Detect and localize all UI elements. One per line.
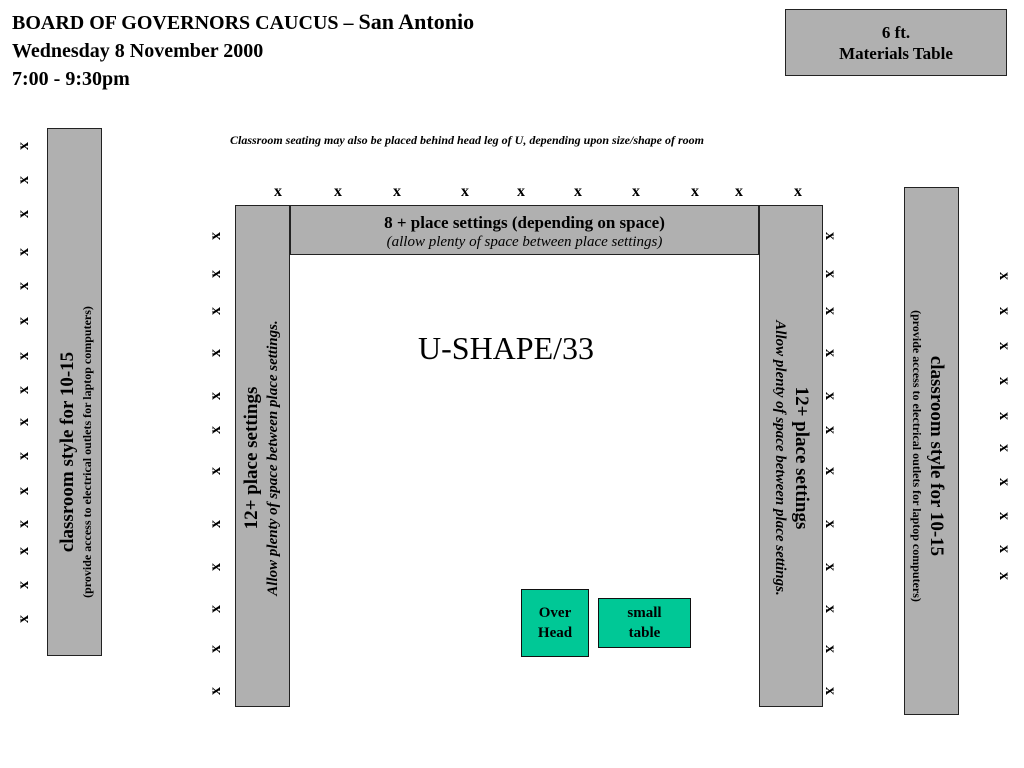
seat-marker-left-classroom: x bbox=[15, 282, 32, 290]
seat-marker-head: x bbox=[632, 183, 640, 200]
seat-marker-left-classroom: x bbox=[15, 615, 32, 623]
seat-marker-right-classroom: x bbox=[996, 307, 1013, 315]
seat-marker-right-leg: x bbox=[822, 270, 839, 278]
seat-marker-right-classroom: x bbox=[996, 377, 1013, 385]
right-classroom-title: classroom style for 10-15 bbox=[926, 355, 947, 557]
seat-marker-left-classroom: x bbox=[15, 520, 32, 528]
seat-marker-right-leg: x bbox=[822, 687, 839, 695]
seat-marker-right-classroom: x bbox=[996, 512, 1013, 520]
right-classroom-subtitle: (provide access to electrical outlets for laptop computers) bbox=[910, 310, 924, 602]
seat-marker-right-classroom: x bbox=[996, 272, 1013, 280]
seat-marker-left-classroom: x bbox=[15, 142, 32, 150]
seat-marker-right-classroom: x bbox=[996, 545, 1013, 553]
seat-marker-left-leg: x bbox=[207, 563, 224, 571]
left-classroom-label bbox=[57, 306, 95, 598]
materials-table-line-1: 6 ft. bbox=[881, 23, 911, 42]
seat-marker-left-classroom: x bbox=[15, 418, 32, 426]
seat-marker-head: x bbox=[574, 183, 582, 200]
seat-marker-left-leg: x bbox=[207, 232, 224, 240]
seat-marker-left-classroom: x bbox=[15, 248, 32, 256]
left-classroom-title: classroom style for 10-15 bbox=[57, 351, 78, 553]
seat-marker-right-classroom: x bbox=[996, 572, 1013, 580]
seat-marker-right-leg: x bbox=[822, 232, 839, 240]
seat-marker-head: x bbox=[393, 183, 401, 200]
left-leg-subtitle: Allow plenty of space between place settings. bbox=[265, 320, 281, 596]
seat-marker-head: x bbox=[794, 183, 802, 200]
seat-marker-left-leg: x bbox=[207, 392, 224, 400]
overhead-projector bbox=[521, 589, 589, 657]
head-table bbox=[290, 205, 759, 255]
seat-marker-left-classroom: x bbox=[15, 176, 32, 184]
seat-marker-right-leg: x bbox=[822, 467, 839, 475]
seat-marker-left-classroom: x bbox=[15, 352, 32, 360]
seat-marker-right-leg: x bbox=[822, 563, 839, 571]
small-table-line-1: small bbox=[627, 605, 662, 621]
left-classroom-subtitle: (provide access to electrical outlets for laptop computers) bbox=[80, 306, 94, 598]
header-line-1: BOARD OF GOVERNORS CAUCUS – San Antonio bbox=[12, 9, 475, 34]
seat-marker-right-classroom: x bbox=[996, 342, 1013, 350]
seat-marker-left-leg: x bbox=[207, 605, 224, 613]
seat-marker-left-classroom: x bbox=[15, 452, 32, 460]
seat-marker-left-leg: x bbox=[207, 687, 224, 695]
head-table-title: 8 + place settings (depending on space) bbox=[384, 213, 665, 232]
seat-marker-right-leg: x bbox=[822, 520, 839, 528]
seat-marker-head: x bbox=[517, 183, 525, 200]
seat-marker-left-classroom: x bbox=[15, 547, 32, 555]
header-line-3: 7:00 - 9:30pm bbox=[12, 68, 130, 90]
seat-marker-head: x bbox=[735, 183, 743, 200]
seat-marker-head: x bbox=[334, 183, 342, 200]
seat-marker-right-leg: x bbox=[822, 392, 839, 400]
seat-marker-right-leg: x bbox=[822, 605, 839, 613]
header-line-2: Wednesday 8 November 2000 bbox=[12, 40, 264, 62]
seat-marker-left-classroom: x bbox=[15, 317, 32, 325]
right-leg-label bbox=[770, 320, 812, 595]
seat-marker-head: x bbox=[691, 183, 699, 200]
seat-marker-right-leg: x bbox=[822, 349, 839, 357]
right-leg-subtitle: Allow plenty of space between place settings. bbox=[772, 320, 788, 596]
seat-marker-right-classroom: x bbox=[996, 412, 1013, 420]
seat-marker-left-leg: x bbox=[207, 426, 224, 434]
seat-marker-left-leg: x bbox=[207, 270, 224, 278]
materials-table-line-2: Materials Table bbox=[839, 44, 953, 63]
overhead-line-1: Over bbox=[538, 605, 572, 621]
seat-marker-left-classroom: x bbox=[15, 581, 32, 589]
seat-marker-left-leg: x bbox=[207, 349, 224, 357]
left-leg-title: 12+ place settings bbox=[241, 386, 262, 530]
small-table-line-2: table bbox=[628, 625, 661, 641]
seat-marker-right-classroom: x bbox=[996, 478, 1013, 486]
seat-marker-right-classroom: x bbox=[996, 444, 1013, 452]
seat-marker-head: x bbox=[461, 183, 469, 200]
head-table-subtitle: (allow plenty of space between place settings) bbox=[386, 234, 663, 250]
seat-marker-right-leg: x bbox=[822, 645, 839, 653]
seat-marker-left-classroom: x bbox=[15, 487, 32, 495]
seat-marker-left-leg: x bbox=[207, 467, 224, 475]
seat-marker-left-leg: x bbox=[207, 307, 224, 315]
overhead-line-2: Head bbox=[537, 625, 573, 641]
seat-marker-right-leg: x bbox=[822, 426, 839, 434]
u-shape-label: U-SHAPE/33 bbox=[418, 330, 595, 366]
seat-marker-head: x bbox=[274, 183, 282, 200]
seat-marker-left-classroom: x bbox=[15, 210, 32, 218]
seat-marker-left-classroom: x bbox=[15, 386, 32, 394]
left-leg-label bbox=[241, 320, 283, 595]
small-table bbox=[598, 598, 691, 648]
event-header bbox=[12, 8, 474, 93]
materials-table bbox=[785, 9, 1007, 76]
right-classroom-label bbox=[909, 310, 947, 602]
seating-note: Classroom seating may also be placed behind head leg of U, depending upon size/shape of room bbox=[230, 133, 705, 147]
seat-marker-left-leg: x bbox=[207, 520, 224, 528]
right-leg-title: 12+ place settings bbox=[791, 386, 812, 530]
seat-marker-right-leg: x bbox=[822, 307, 839, 315]
seat-marker-left-leg: x bbox=[207, 645, 224, 653]
